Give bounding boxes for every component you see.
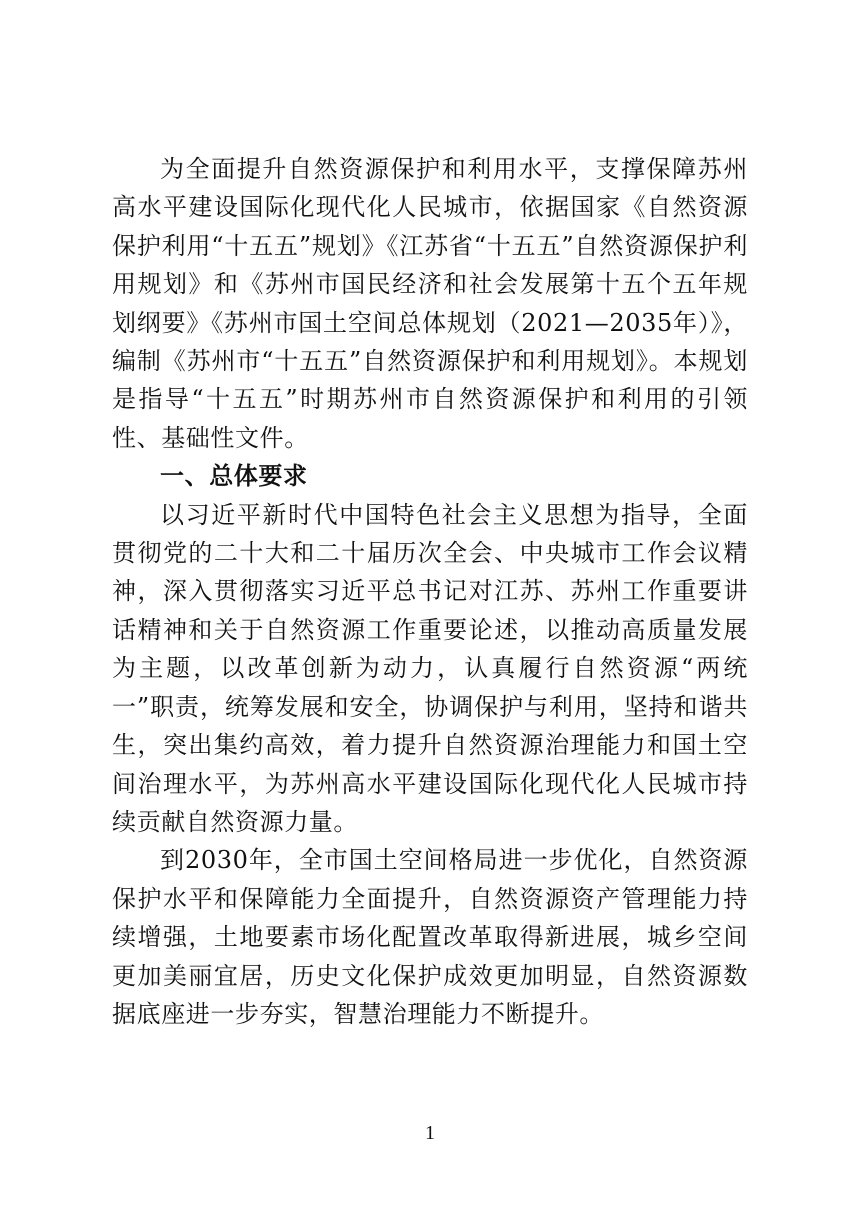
- goals-2030-paragraph: 到2030年，全市国土空间格局进一步优化，自然资源保护水平和保障能力全面提升，自然资源资产管理能力持续增强，土地要素市场化配置改革取得新进展，城乡空间更加美丽宜居，历史文化保护成效更加明显，自然资源数据底座进一步夯实，智慧治理能力不断提升。: [112, 846, 748, 1028]
- page-number: 1: [425, 1122, 435, 1144]
- guiding-thought-paragraph: 以习近平新时代中国特色社会主义思想为指导，全面贯彻党的二十大和二十届历次全会、中央城市工作会议精神，深入贯彻落实习近平总书记对江苏、苏州工作重要讲话精神和关于自然资源工作重要论述，以推动高质量发展为主题，以改革创新为动力，认真履行自然资源“两统一”职责，统筹发展和安全，协调保护与利用，坚持和谐共生，突出集约高效，着力提升自然资源治理能力和国土空间治理水平，为苏州高水平建设国际化现代化人民城市持续贡献自然资源力量。: [112, 500, 748, 836]
- intro-paragraph: 为全面提升自然资源保护和利用水平，支撑保障苏州高水平建设国际化现代化人民城市，依据国家《自然资源保护利用“十五五”规划》《江苏省“十五五”自然资源保护利用规划》和《苏州市国民经济和社会发展第十五个五年规划纲要》《苏州市国土空间总体规划（2021—2035年）》，编制《苏州市“十五五”自然资源保护和利用规划》。本规划是指导“十五五”时期苏州市自然资源保护和利用的引领性、基础性文件。: [112, 155, 748, 452]
- section-heading-overall-requirements: 一、总体要求: [160, 462, 308, 491]
